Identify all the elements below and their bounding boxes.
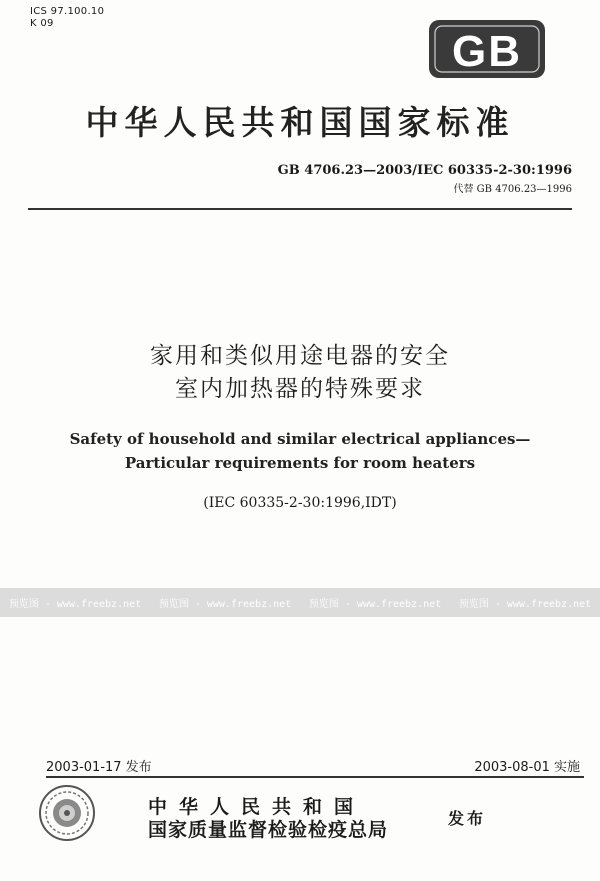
chinese-title-line-1: 家用和类似用途电器的安全 [150,343,450,369]
ics-code: ICS 97.100.10 [30,6,105,17]
publisher-line-1: 中华人民共和国 [148,796,366,818]
chinese-title-line-2: 室内加热器的特殊要求 [175,376,425,402]
header-divider [28,208,572,210]
classification-code: K 09 [30,18,54,29]
emblem-seal-icon [38,784,96,842]
ics-block [30,6,104,30]
english-title-line-1: Safety of household and similar electrical appliances— [69,430,531,448]
standard-number: GB 4706.23—2003/IEC 60335-2-30:1996 [277,163,572,178]
watermark-text: 预览图 - www.freebz.net [8,599,142,610]
standard-category-title: 中华人民共和国国家标准 [85,103,515,142]
english-title-line-2: Particular requirements for room heaters [124,454,476,472]
watermark-text: 预览图 - www.freebz.net [158,599,292,610]
watermark-text: 预览图 - www.freebz.net [308,599,442,610]
issue-date: 2003-01-17 发布 [46,760,152,775]
watermark-text: 预览图 - www.freebz.net [458,599,592,610]
publish-label: 发布 [448,809,487,828]
gb-logo-text: GB [452,27,522,76]
watermark-band [0,588,600,617]
gb-logo [427,18,547,80]
adoption-note: (IEC 60335-2-30:1996,IDT) [203,495,397,511]
replaces-standard: 代替 GB 4706.23—1996 [453,184,572,195]
footer-divider [46,776,584,778]
publisher-line-2: 国家质量监督检验检疫总局 [148,819,389,841]
implementation-date: 2003-08-01 实施 [474,760,580,775]
